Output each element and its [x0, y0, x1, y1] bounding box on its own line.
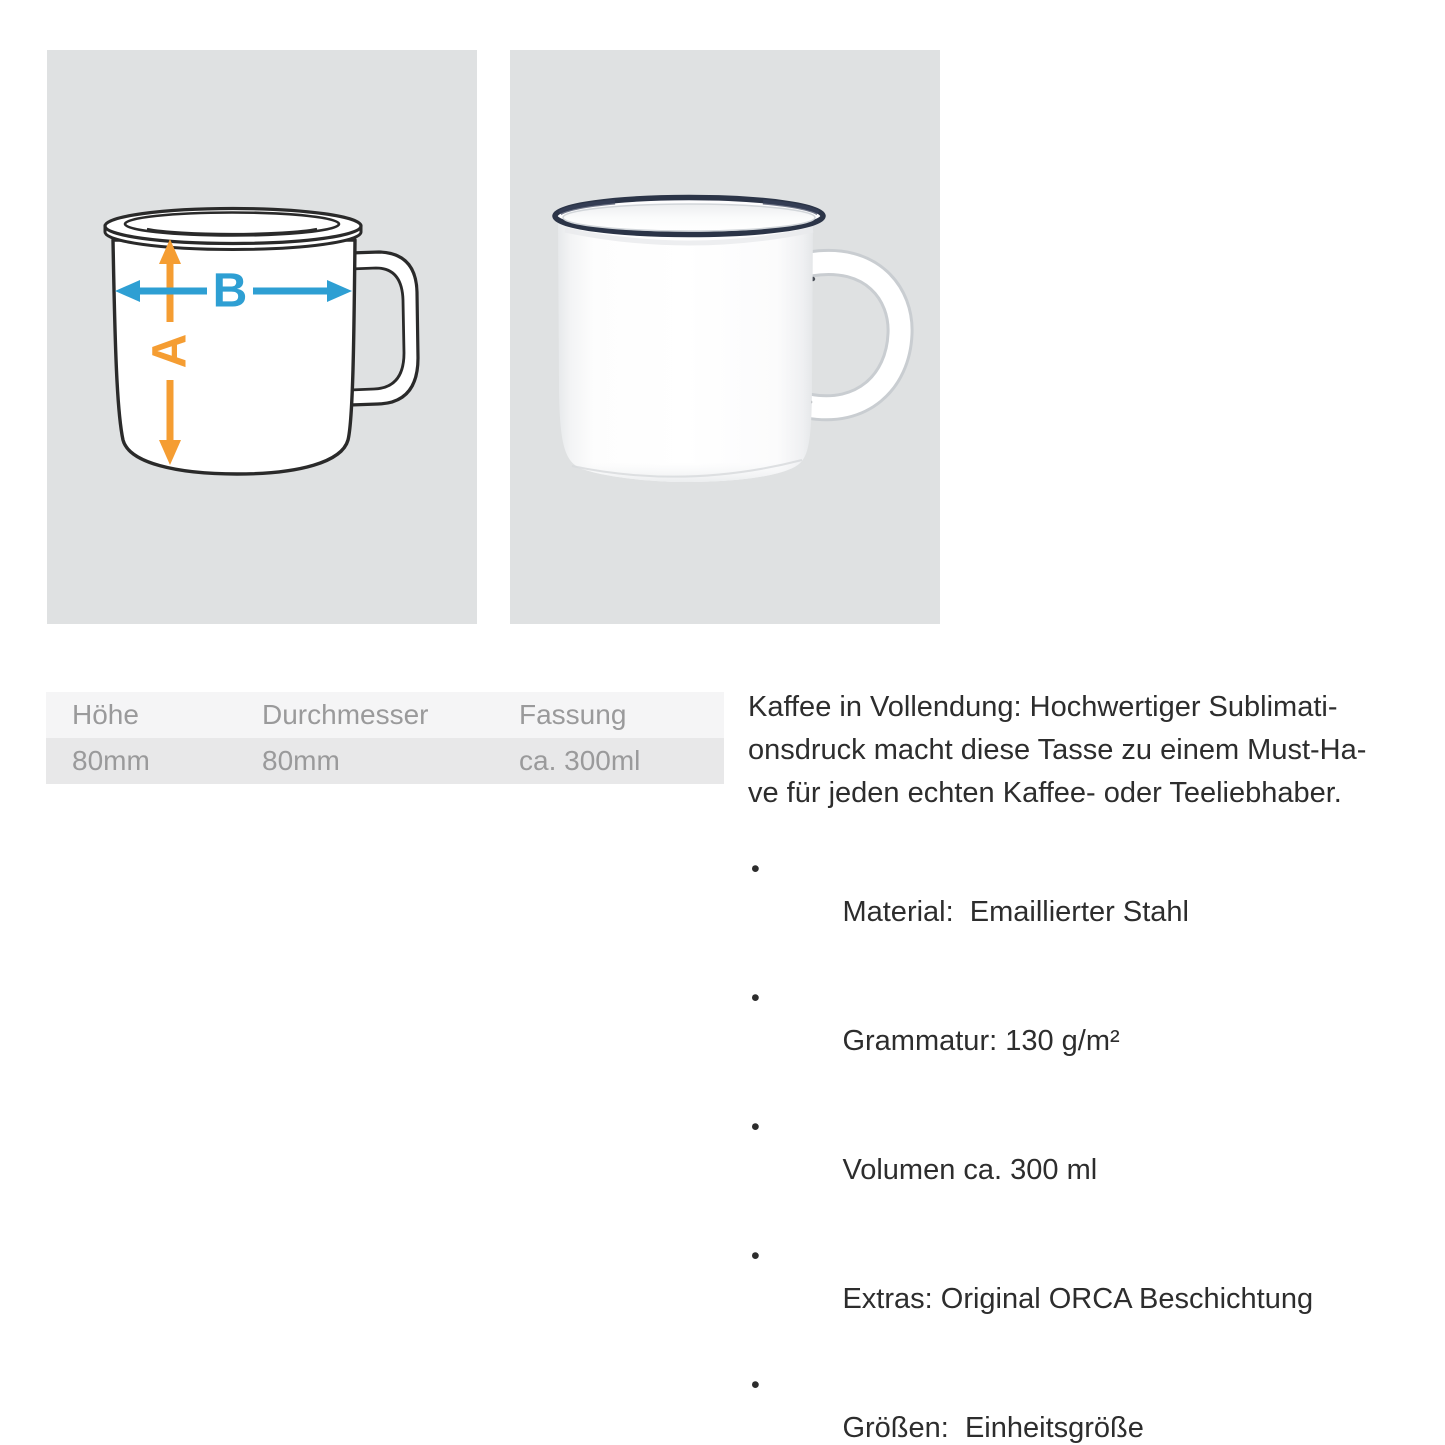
feature-list — [748, 848, 1428, 1445]
description-paragraph — [748, 686, 1428, 815]
product-description — [748, 686, 1428, 1445]
paragraph-line: onsdruck macht diese Tasse zu einem Must-Ha- — [748, 734, 1367, 766]
table-header-row — [46, 692, 724, 738]
table-row — [46, 738, 724, 784]
feature-extras: Extras: Original ORCA Beschichtung — [842, 1283, 1314, 1315]
size-diagram-panel — [47, 50, 477, 624]
photo-mug-handle — [808, 262, 900, 407]
drawn-mug-handle-hole — [350, 268, 404, 390]
list-item — [748, 1235, 1428, 1364]
bullet-icon: • — [751, 984, 760, 1012]
feature-grammatur: Grammatur: 130 g/m² — [842, 1025, 1120, 1057]
header-durchmesser: Durchmesser — [262, 699, 429, 730]
diameter-label: B — [212, 264, 248, 318]
bullet-icon: • — [751, 1113, 760, 1141]
enamel-mug-photo — [510, 50, 940, 624]
product-photo-panel — [510, 50, 940, 624]
feature-volumen: Volumen ca. 300 ml — [842, 1154, 1098, 1186]
bullet-icon: • — [751, 1371, 760, 1399]
list-item — [748, 977, 1428, 1106]
drawn-mug-rim-inner — [125, 213, 339, 236]
list-item — [748, 848, 1428, 977]
bullet-icon: • — [751, 1242, 760, 1270]
value-fassung: ca. 300ml — [519, 745, 641, 776]
paragraph-line: Kaffee in Vollendung: Hochwertiger Sublimati- — [748, 691, 1338, 723]
bullet-icon: • — [751, 855, 760, 883]
photo-mug-rim — [555, 198, 823, 235]
dimensions-table — [46, 692, 724, 784]
list-item — [748, 1364, 1428, 1445]
value-hoehe: 80mm — [72, 745, 150, 776]
mug-dimension-diagram — [47, 50, 477, 624]
paragraph-line: ve für jeden echten Kaffee- oder Teeliebhaber. — [748, 777, 1342, 809]
header-hoehe: Höhe — [72, 699, 139, 730]
feature-material: Material: Emaillierter Stahl — [842, 896, 1189, 928]
feature-groessen: Größen: Einheitsgröße — [842, 1412, 1144, 1444]
header-fassung: Fassung — [519, 699, 627, 730]
list-item — [748, 1106, 1428, 1235]
photo-mug-bottom-shading — [558, 350, 812, 482]
height-label: A — [143, 333, 197, 369]
value-durchmesser: 80mm — [262, 745, 340, 776]
